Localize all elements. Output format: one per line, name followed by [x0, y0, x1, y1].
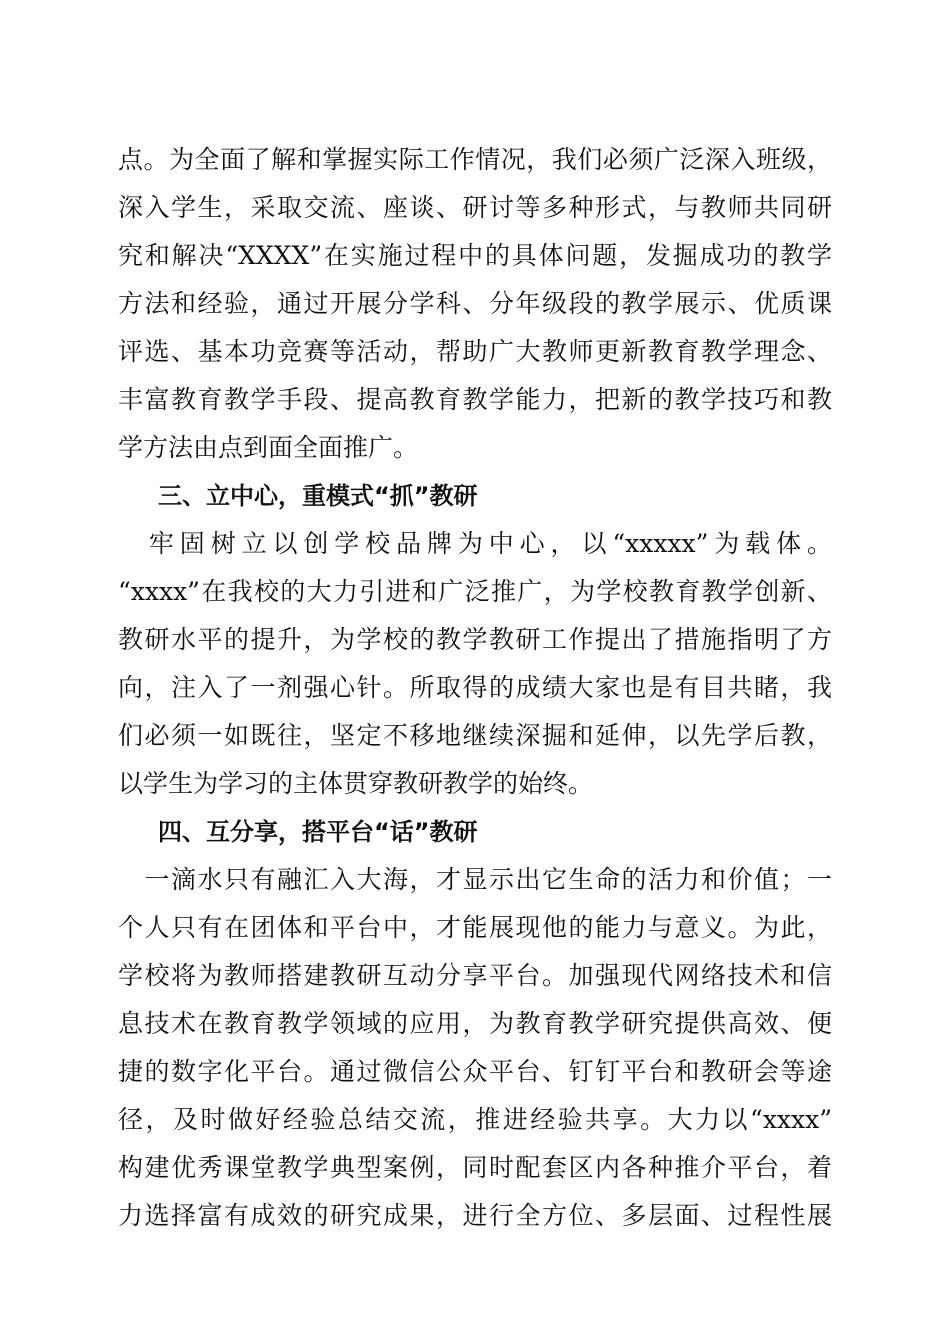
paragraph-line: 构建优秀课堂教学典型案例，同时配套区内各种推介平台，着 [118, 1153, 832, 1182]
paragraph-line: 息技术在教育教学领域的应用，为教育教学研究提供高效、便 [118, 1009, 832, 1038]
paragraph-line: 学方法由点到面全面推广。 [118, 433, 419, 462]
paragraph-line: 向，注入了一剂强心针。所取得的成绩大家也是有目共睹，我 [118, 673, 832, 702]
paragraph-line: 究和解决“XXXX”在实施过程中的具体问题，发掘成功的教学 [118, 241, 832, 270]
section-heading: 四、互分享，搭平台“话”教研 [158, 818, 478, 846]
paragraph-line: 个人只有在团体和平台中，才能展现他的能力与意义。为此， [118, 913, 832, 942]
paragraph-line: 一滴水只有融汇入大海，才显示出它生命的活力和价值；一 [118, 865, 832, 894]
paragraph-line: 学校将为教师搭建教研互动分享平台。加强现代网络技术和信 [118, 961, 832, 990]
paragraph-line: “xxxx”在我校的大力引进和广泛推广，为学校教育教学创新、 [118, 577, 832, 606]
paragraph-line: 方法和经验，通过开展分学科、分年级段的教学展示、优质课 [118, 289, 832, 318]
paragraph-line: 深入学生，采取交流、座谈、研讨等多种形式，与教师共同研 [118, 193, 832, 222]
paragraph-line: 力选择富有成效的研究成果，进行全方位、多层面、过程性展 [118, 1201, 832, 1230]
paragraph-line: 捷的数字化平台。通过微信公众平台、钉钉平台和教研会等途 [118, 1057, 832, 1086]
paragraph-line: 径，及时做好经验总结交流，推进经验共享。大力以“xxxx” [118, 1105, 832, 1134]
paragraph-line: 丰富教育教学手段、提高教育教学能力，把新的教学技巧和教 [118, 385, 832, 414]
paragraph-line: 们必须一如既往，坚定不移地继续深掘和延伸，以先学后教， [118, 721, 832, 750]
paragraph-line: 牢固树立以创学校品牌为中心，以“xxxxx”为载体。 [118, 529, 832, 558]
paragraph-line: 评选、基本功竞赛等活动，帮助广大教师更新教育教学理念、 [118, 337, 832, 366]
section-heading: 三、立中心，重模式“抓”教研 [158, 482, 478, 510]
paragraph-line: 点。为全面了解和掌握实际工作情况，我们必须广泛深入班级， [118, 145, 832, 174]
paragraph-line: 以学生为学习的主体贯穿教研教学的始终。 [118, 769, 594, 798]
paragraph-line: 教研水平的提升，为学校的教学教研工作提出了措施指明了方 [118, 625, 832, 654]
